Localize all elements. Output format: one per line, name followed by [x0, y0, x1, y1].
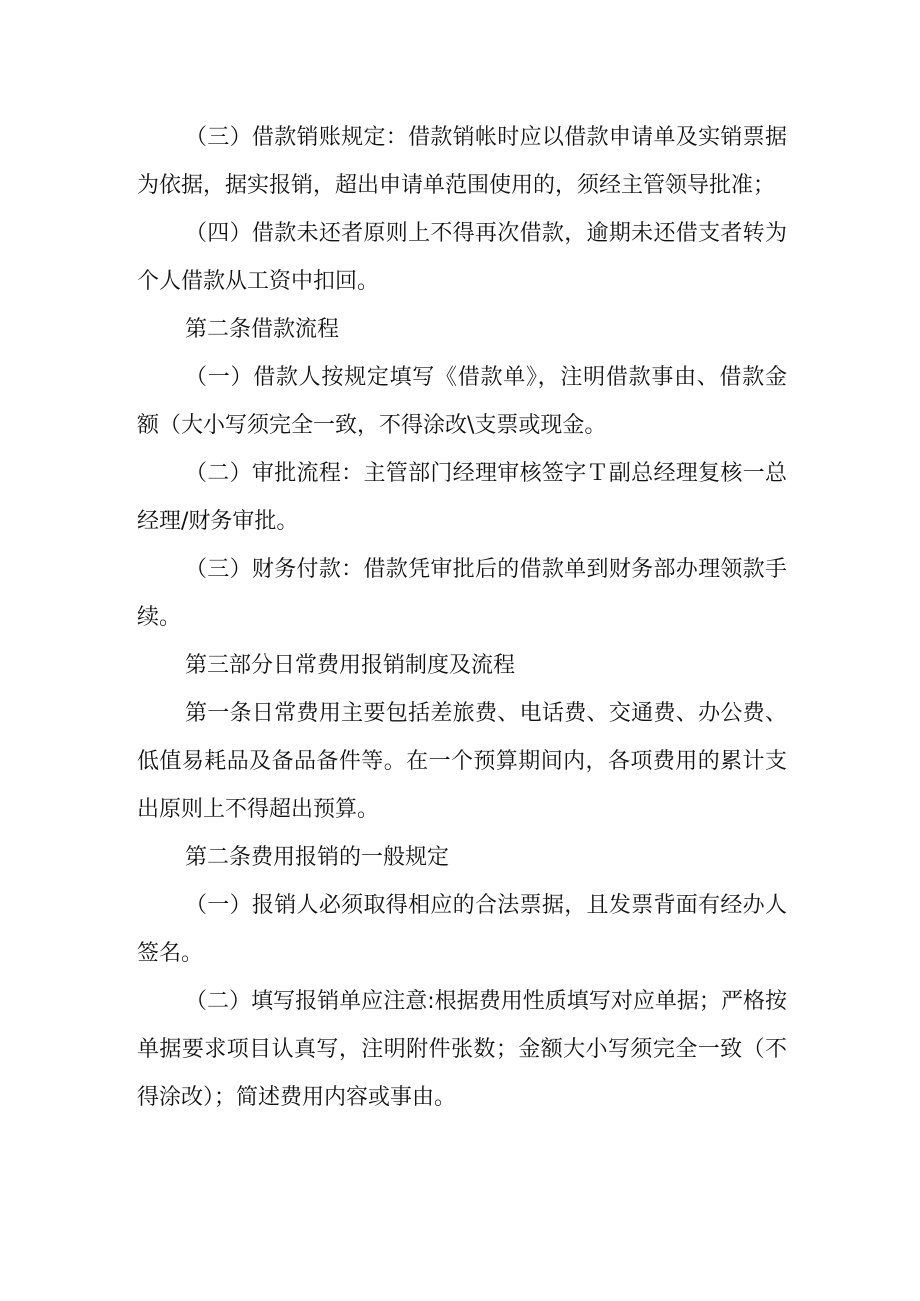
heading-general-rules: 第二条费用报销的一般规定: [185, 845, 450, 870]
paragraph-approval-process: （二）审批流程：主管部门经理审核签字Ｔ副总经理复核一总经理/财务审批。: [137, 461, 787, 534]
heading-loan-process: 第二条借款流程: [185, 317, 340, 342]
paragraph-fill-reimbursement-form: （二）填写报销单应注意:根据费用性质填写对应单据；严格按单据要求项目认真写，注明附件张数；金额大小写须完全一致（不得涂改）；简述费用内容或事由。: [137, 989, 787, 1110]
paragraph-loan-writeoff-rule: （三）借款销账规定：借款销帐时应以借款申请单及实销票据为依据，据实报销，超出申请单范围使用的，须经主管领导批准；: [137, 125, 787, 198]
paragraph-unpaid-loan-rule: （四）借款未还者原则上不得再次借款，逾期未还借支者转为个人借款从工资中扣回。: [137, 221, 787, 294]
paragraph-daily-expenses: 第一条日常费用主要包括差旅费、电话费、交通费、办公费、低值易耗品及备品备件等。在一个预算期间内，各项费用的累计支出原则上不得超出预算。: [137, 701, 787, 822]
paragraph-fill-loan-form: （一）借款人按规定填写《借款单》，注明借款事由、借款金额（大小写须完全一致，不得涂改\支票或现金。: [137, 365, 787, 438]
paragraph-legal-invoice: （一）报销人必须取得相应的合法票据，且发票背面有经办人签名。: [137, 893, 787, 966]
paragraph-finance-payment: （三）财务付款：借款凭审批后的借款单到财务部办理领款手续。: [137, 557, 787, 630]
heading-part-three: 第三部分日常费用报销制度及流程: [185, 653, 516, 678]
document-body: [137, 114, 787, 1122]
